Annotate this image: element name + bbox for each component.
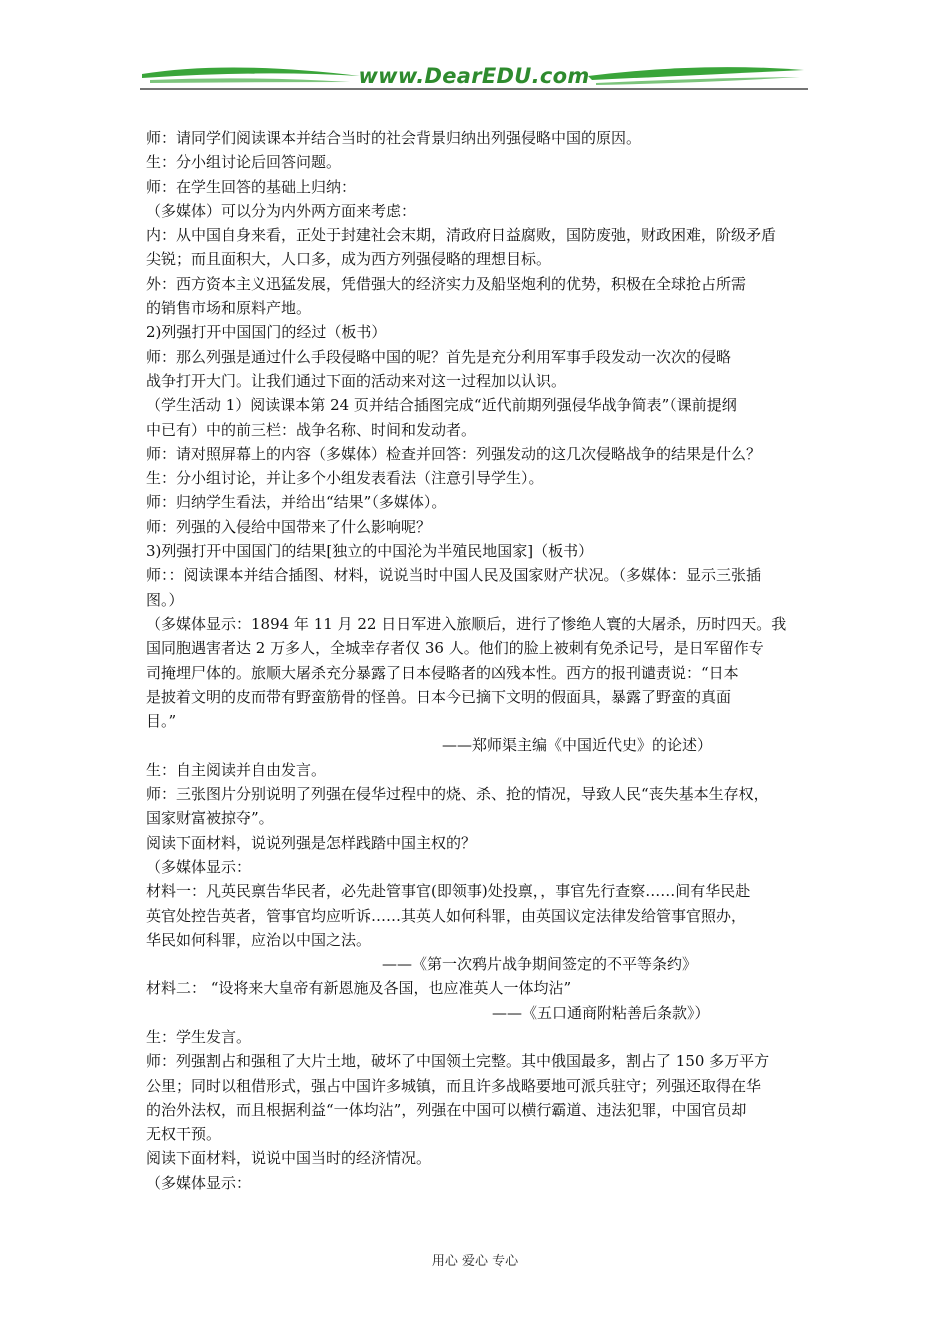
text-line: 师：列强割占和强租了大片土地，破坏了中国领土完整。其中俄国最多，割占了 150 多万平方	[146, 1052, 770, 1071]
text-line: 生：学生发言。	[146, 1027, 252, 1046]
text-line: 司掩埋尸体的。旅顺大屠杀充分暴露了日本侵略者的凶残本性。西方的报刊谴责说：“日本	[146, 663, 739, 682]
text-line: 公里；同时以租借形式，强占中国许多城镇，而且许多战略要地可派兵驻守；列强还取得在华	[146, 1076, 762, 1095]
page-footer: 用心 爱心 专心	[431, 1254, 519, 1269]
document-body	[146, 126, 814, 1195]
text-line: 师：：阅读课本并结合插图、材料，说说当时中国人民及国家财产状况。（多媒体：显示三张插	[146, 566, 762, 585]
text-line: 的治外法权，而且根据利益“一体均沾”，列强在中国可以横行霸道、违法犯罪，中国官员却	[146, 1100, 747, 1119]
text-line: 材料一：凡英民禀告华民者，必先赴管事官(即领事)处投禀，，事官先行查察……间有华民赴	[146, 882, 751, 901]
text-line: 师：列强的入侵给中国带来了什么影响呢？	[146, 517, 432, 536]
text-line: 师：三张图片分别说明了列强在侵华过程中的烧、杀、抢的情况，导致人民“丧失基本生存权，	[146, 785, 769, 804]
section-heading: 3)列强打开中国国门的结果[独立的中国沦为半殖民地国家]（板书）	[146, 542, 594, 561]
text-line: 国家财富被掠夺”。	[146, 809, 274, 828]
text-line: 国同胞遇害者达 2 万多人，全城幸存者仅 36 人。他们的脸上被刺有免杀记号，是日军留作专	[146, 639, 764, 658]
text-line: 师：在学生回答的基础上归纳：	[146, 177, 357, 196]
site-brand[interactable]: www.DearEDU.com	[358, 64, 590, 88]
text-line: 的销售市场和原料产地。	[146, 299, 312, 318]
text-line: 中已有）中的前三栏：战争名称、时间和发动者。	[146, 420, 477, 439]
text-line: 英官处控告英者，管事官均应听诉……其英人如何科罪，由英国议定法律发给管事官照办，	[146, 906, 747, 925]
citation-line: ——郑师渠主编《中国近代史》的论述）	[442, 736, 713, 755]
text-line: 是披着文明的皮而带有野蛮筋骨的怪兽。日本今已摘下文明的假面具，暴露了野蛮的真面	[146, 687, 732, 706]
header-banner	[140, 56, 808, 96]
text-line: 阅读下面材料，说说列强是怎样践踏中国主权的？	[146, 833, 477, 852]
text-line: 生：分小组讨论后回答问题。	[146, 153, 342, 172]
text-line: 华民如何科罪，应治以中国之法。	[146, 930, 372, 949]
text-line: 尖锐；而且面积大，人口多，成为西方列强侵略的理想目标。	[146, 250, 552, 269]
text-line: 内：从中国自身来看，正处于封建社会末期，清政府日益腐败，国防废弛，财政困难，阶级矛盾	[146, 226, 777, 245]
text-line: （学生活动 1）阅读课本第 24 页并结合插图完成“近代前期列强侵华战争简表”（课前提纲	[146, 396, 737, 415]
text-line: 材料二： “设将来大皇帝有新恩施及各国，也应准英人一体均沾”	[146, 979, 572, 998]
text-line: 目。”	[146, 712, 177, 731]
text-line: 师：那么列强是通过什么手段侵略中国的呢？首先是充分利用军事手段发动一次次的侵略	[146, 347, 732, 366]
text-line: 图。）	[146, 590, 184, 609]
citation-line: ——《第一次鸦片战争期间签定的不平等条约》	[382, 955, 698, 974]
text-line: 阅读下面材料，说说中国当时的经济情况。	[146, 1149, 432, 1168]
text-line: （多媒体显示：	[146, 857, 252, 876]
text-line: （多媒体）可以分为内外两方面来考虑：	[146, 201, 417, 220]
text-line: 外：西方资本主义迅猛发展，凭借强大的经济实力及船坚炮利的优势，积极在全球抢占所需	[146, 274, 747, 293]
text-line: 无权干预。	[146, 1125, 222, 1144]
citation-line: ——《五口通商附粘善后条款》）	[492, 1003, 710, 1022]
text-line: 师：请对照屏幕上的内容（多媒体）检查并回答：列强发动的这几次侵略战争的结果是什么？	[146, 444, 762, 463]
text-line: 战争打开大门。让我们通过下面的活动来对这一过程加以认识。	[146, 371, 567, 390]
text-line: 生：自主阅读并自由发言。	[146, 760, 327, 779]
text-line: 生：分小组讨论，并让多个小组发表看法（注意引导学生）。	[146, 469, 544, 488]
section-heading: 2)列强打开中国国门的经过（板书）	[146, 323, 387, 342]
text-line: 师：请同学们阅读课本并结合当时的社会背景归纳出列强侵略中国的原因。	[146, 129, 642, 147]
text-line: 师：归纳学生看法，并给出“结果”（多媒体）。	[146, 493, 447, 512]
text-line: （多媒体显示：	[146, 1173, 252, 1192]
text-line: （多媒体显示：1894 年 11 月 22 日日军进入旅顺后，进行了惨绝人寰的大屠杀，历时四天。我	[146, 614, 787, 633]
